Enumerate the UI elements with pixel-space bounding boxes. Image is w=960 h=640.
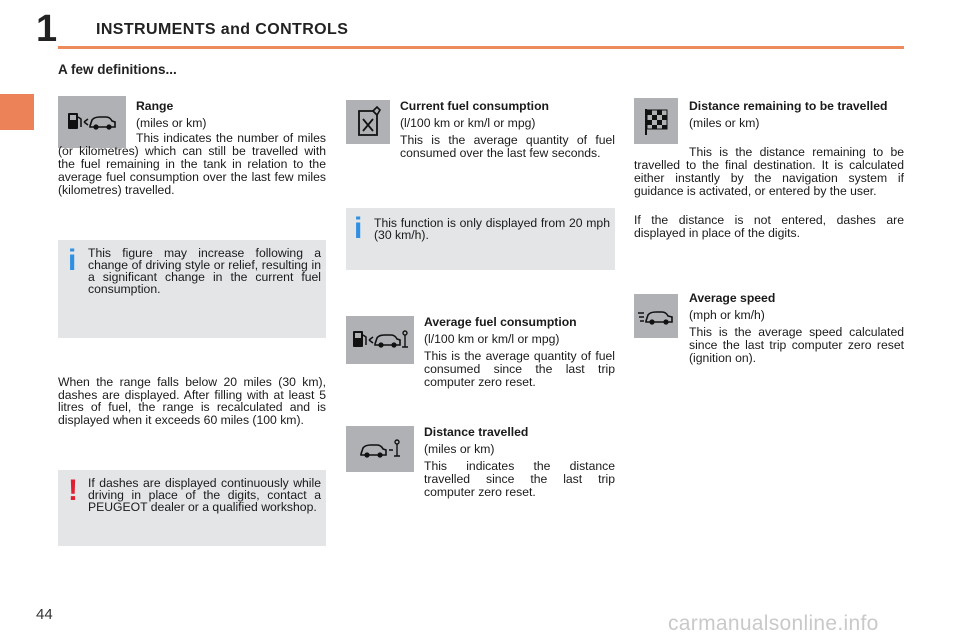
chequered-flag-icon <box>634 98 678 144</box>
average-speed-icon <box>634 294 678 338</box>
distance-remaining-note: If the distance is not entered, dashes are displayed in place of the digits. <box>634 213 904 240</box>
distance-remaining-heading: Distance remaining to be travelled <box>689 99 888 113</box>
distance-travelled-heading: Distance travelled <box>424 425 529 439</box>
average-fuel-unit: (l/100 km or km/l or mpg) <box>424 332 560 346</box>
distance-travelled-description: This indicates the distance travelled since the last trip computer zero reset. <box>424 459 615 499</box>
current-fuel-heading: Current fuel consumption <box>400 99 549 113</box>
range-info-text: This figure may increase following a change of driving style or relief, resulting in a significant change in the current fuel consumption. <box>88 246 321 296</box>
info-icon: i <box>354 212 363 245</box>
current-fuel-info-note <box>346 208 615 270</box>
watermark: carmanualsonline.info <box>668 612 879 635</box>
distance-remaining-description: This is the distance remaining to be travelled to the final destination. It is calculated either instantly by the navigation system if guidance is activated, or entered by the user. <box>634 145 904 198</box>
range-heading: Range <box>136 99 174 113</box>
range-info-note <box>58 240 326 338</box>
current-fuel-info-text: This function is only displayed from 20 mph (30 km/h). <box>374 216 610 242</box>
range-low-description: When the range falls below 20 miles (30 km), dashes are displayed. After filling with at least 5 litres of fuel, the range is recalculated and is displayed when it exceeds 60 miles (100 km). <box>58 375 326 427</box>
average-speed-heading: Average speed <box>689 291 776 305</box>
page-number: 44 <box>36 606 53 623</box>
average-fuel-heading: Average fuel consumption <box>424 315 577 329</box>
range-unit: (miles or km) <box>136 116 207 130</box>
range-warning-text: If dashes are displayed continuously while driving in place of the digits, contact a PEUGEOT dealer or a qualified workshop. <box>88 476 321 514</box>
warning-icon: ! <box>68 474 78 507</box>
section-title: A few definitions... <box>58 62 177 77</box>
chapter-tab-marker <box>0 94 34 130</box>
average-fuel-description: This is the average quantity of fuel consumed since the last trip computer zero reset. <box>424 349 615 389</box>
distance-remaining-unit: (miles or km) <box>689 116 760 130</box>
header-divider <box>58 46 904 49</box>
average-speed-unit: (mph or km/h) <box>689 308 765 322</box>
range-warning-note <box>58 470 326 546</box>
distance-travelled-unit: (miles or km) <box>424 442 495 456</box>
current-fuel-unit: (l/100 km or km/l or mpg) <box>400 116 536 130</box>
average-fuel-icon <box>346 316 414 364</box>
current-fuel-description: This is the average quantity of fuel consumed over the last few seconds. <box>400 133 615 160</box>
chapter-title: INSTRUMENTS and CONTROLS <box>96 21 349 38</box>
average-speed-description: This is the average speed calculated since the last trip computer zero reset (ignition on). <box>689 325 904 365</box>
chapter-number: 1 <box>36 8 58 50</box>
fuel-can-icon <box>346 100 390 144</box>
range-description: This indicates the number of miles (or kilometres) which can still be travelled with the fuel remaining in the tank in relation to the average fuel consumption over the last few miles (kilometres) travelled. <box>58 131 326 197</box>
info-icon: i <box>68 244 77 277</box>
distance-travelled-icon <box>346 426 414 472</box>
